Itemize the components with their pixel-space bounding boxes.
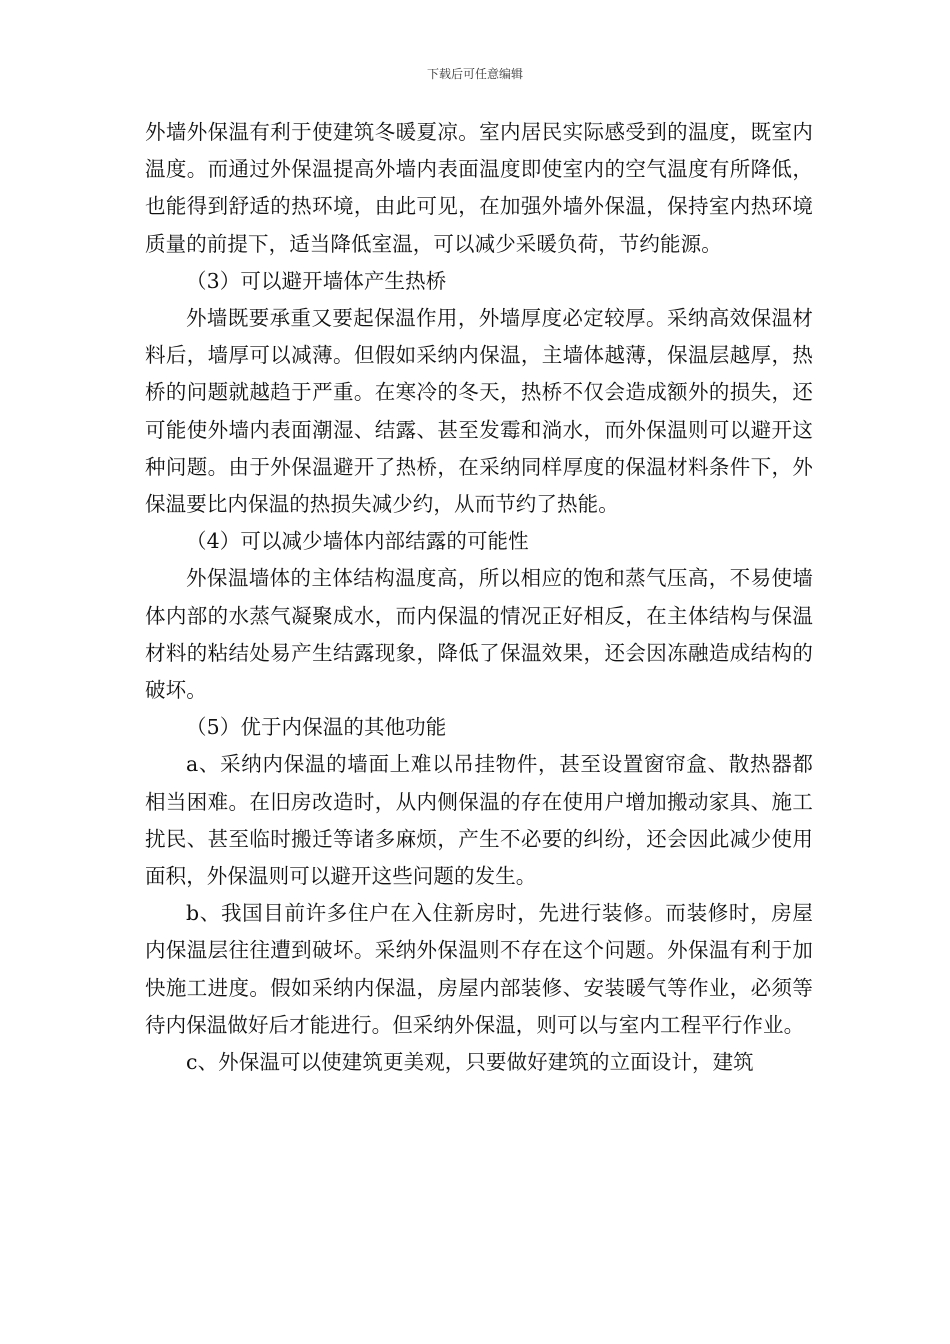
paragraph-1: 外墙外保温有利于使建筑冬暖夏凉。室内居民实际感受到的温度，既室内温度。而通过外保温提高外墙内表面温度即使室内的空气温度有所降低，也能得到舒适的热环境，由此可见，在加强外墙外保温，保持室内热环境质量的前提下，适当降低室温，可以减少采暖负荷，节约能源。 [145, 120, 813, 256]
section-heading-3: （3）可以避开墙体产生热桥 [186, 268, 447, 293]
section-heading-4: （4）可以减少墙体内部结露的可能性 [186, 529, 529, 554]
paragraph-item-a: a、采纳内保温的墙面上难以吊挂物件，甚至设置窗帘盒、散热器都相当困难。在旧房改造时，从内侧保温的存在使用户增加搬动家具、施工扰民、甚至临时搬迁等诸多麻烦，产生不必要的纠纷，还会因此减少使用面积，外保温则可以避开这些问题的发生。 [145, 752, 813, 889]
paragraph-2: 外墙既要承重又要起保温作用，外墙厚度必定较厚。采纳高效保温材料后，墙厚可以减薄。但假如采纳内保温，主墙体越薄，保温层越厚，热桥的问题就越趋于严重。在寒冷的冬天，热桥不仅会造成额外的损失，还可能使外墙内表面潮湿、结露、甚至发霉和淌水，而外保温则可以避开这种问题。由于外保温避开了热桥，在采纳同样厚度的保温材料条件下，外保温要比内保温的热损失减少约，从而节约了热能。 [145, 306, 813, 517]
document-body [145, 114, 813, 1081]
section-heading-5: （5）优于内保温的其他功能 [186, 715, 447, 740]
page-header: 下载后可任意编辑 [426, 67, 523, 81]
paragraph-3: 外保温墙体的主体结构温度高，所以相应的饱和蒸气压高，不易使墙体内部的水蒸气凝聚成水，而内保温的情况正好相反，在主体结构与保温材料的粘结处易产生结露现象，降低了保温效果，还会因冻融造成结构的破坏。 [145, 566, 813, 703]
paragraph-item-c: c、外保温可以使建筑更美观，只要做好建筑的立面设计，建筑 [186, 1050, 754, 1075]
paragraph-item-b: b、我国目前许多住户在入住新房时，先进行装修。而装修时，房屋内保温层往往遭到破坏。采纳外保温则不存在这个问题。外保温有利于加快施工进度。假如采纳内保温，房屋内部装修、安装暖气等作业，必须等待内保温做好后才能进行。但采纳外保温，则可以与室内工程平行作业。 [145, 901, 813, 1037]
